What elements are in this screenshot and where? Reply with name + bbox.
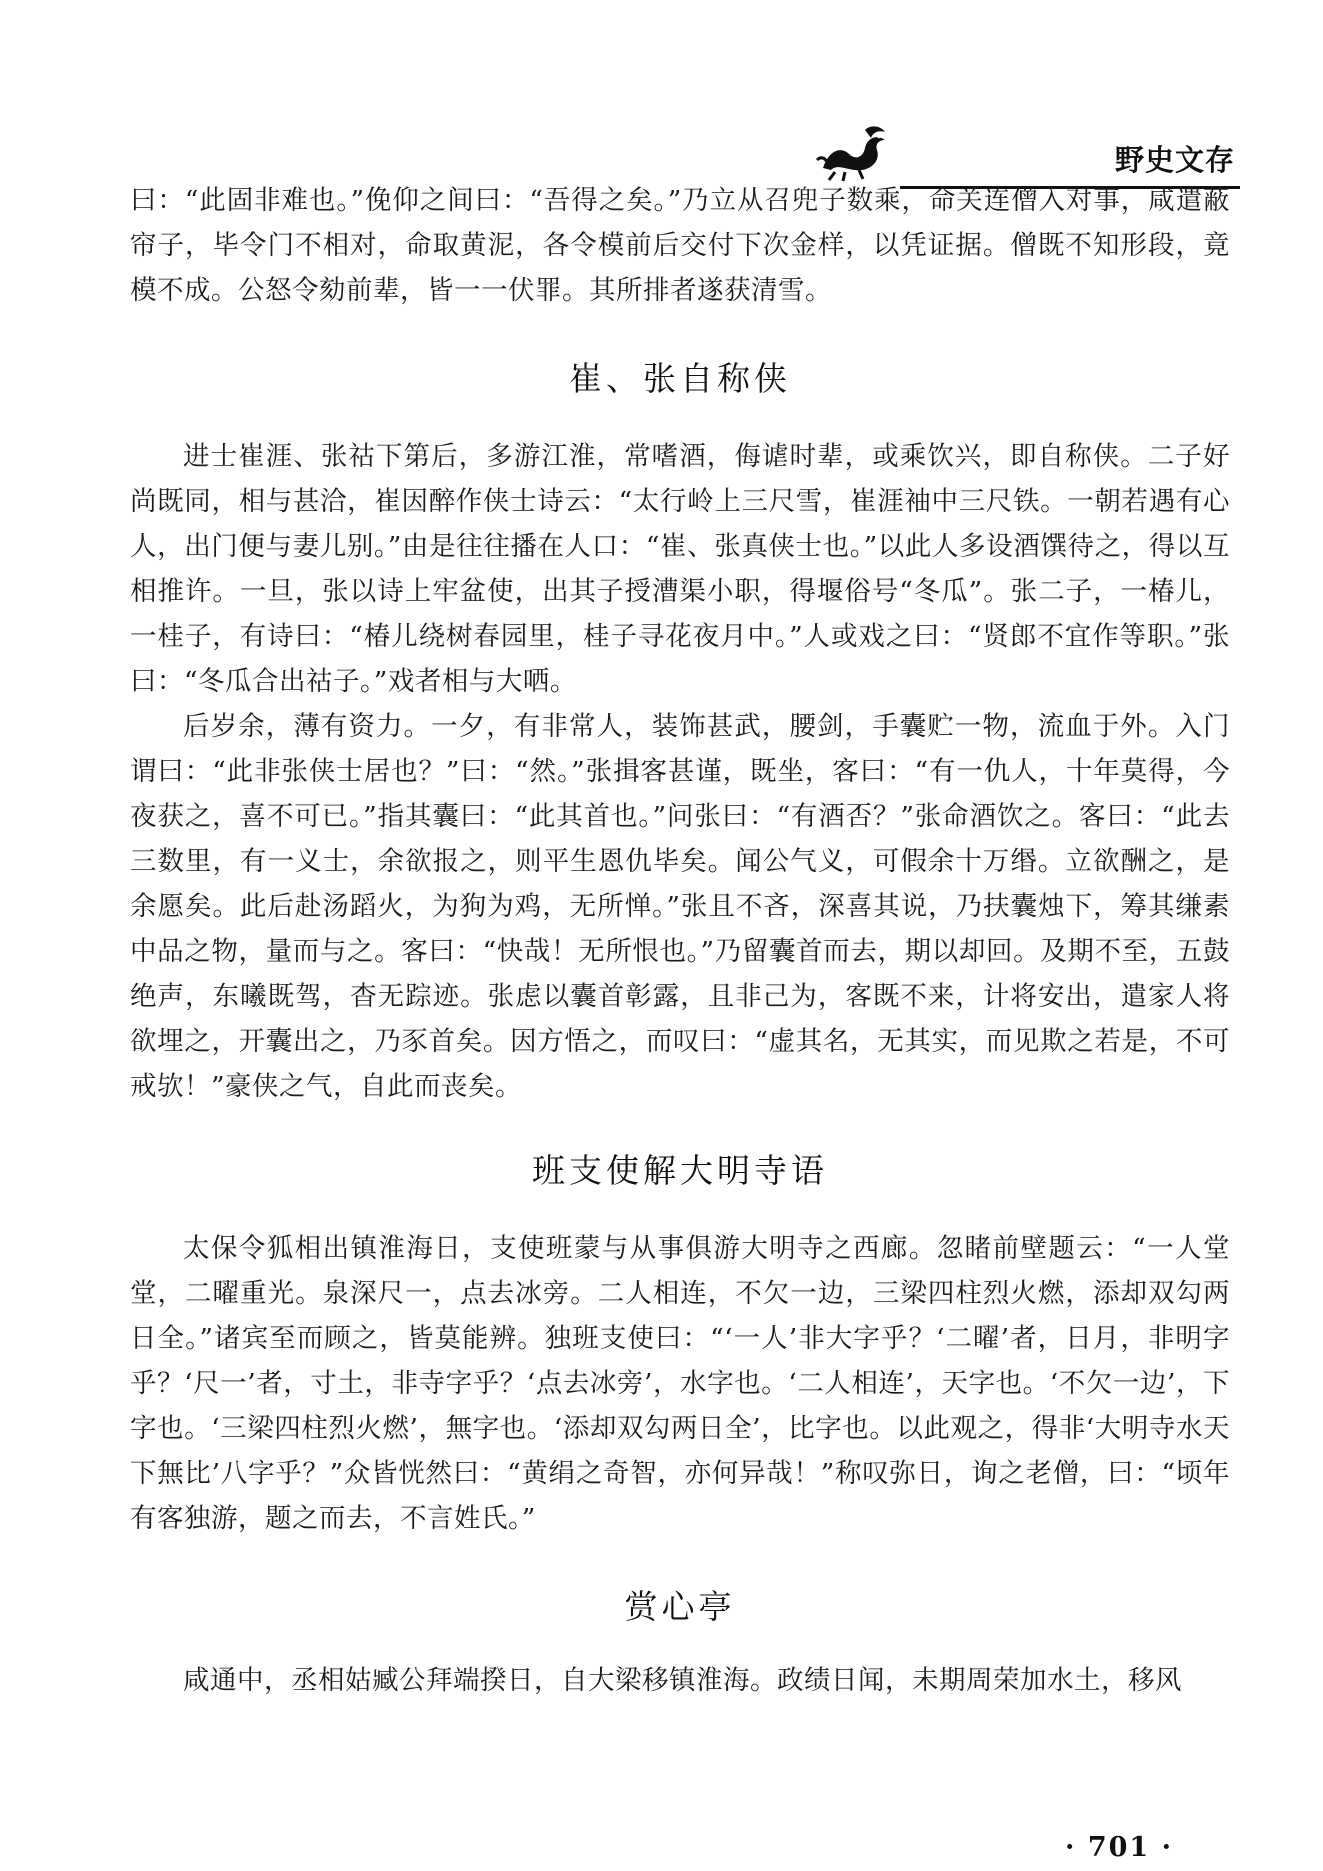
section-title-cui-zhang: 崔、张自称侠 <box>569 359 791 398</box>
section-cui-zhang-paragraph-1: 进士崔涯、张祜下第后，多游江淮，常嗜酒，侮谑时辈，或乘饮兴，即自称侠。二子好尚既同，相与甚洽，崔因醉作侠士诗云：“太行岭上三尺雪，崔涯袖中三尺铁。一朝若遇有心人，出门便与妻儿别。”由是往往播在人口：“崔、张真侠士也。”以此人多设酒馔待之，得以互相推许。一旦，张以诗上牢盆使，出其子授漕渠小职，得堰俗号“冬瓜”。张二子，一椿儿，一桂子，有诗曰：“椿儿绕树春园里，桂子寻花夜月中。”人或戏之曰：“贤郎不宜作等职。”张曰：“冬瓜合出祜子。”戏者相与大哂。 <box>130 441 1230 697</box>
running-header-title: 野史文存 <box>1114 143 1235 177</box>
section-ban-zhishi-paragraph-1: 太保令狐相出镇淮海日，支使班蒙与从事俱游大明寺之西廊。忽睹前壁题云：“一人堂堂，二曜重光。泉深尺一，点去冰旁。二人相连，不欠一边，三梁四柱烈火燃，添却双勾两日全。”诸宾至而顾之，皆莫能辨。独班支使曰：“‘一人’非大字乎？‘二曜’者，日月，非明字乎？‘尺一’者，寸土，非寺字乎？‘点去冰旁’，水字也。‘二人相连’，天字也。‘不欠一边’，下字也。‘三梁四柱烈火燃’，無字也。‘添却双勾两日全’，比字也。以此观之，得非‘大明寺水天下無比’八字乎？”众皆恍然曰：“黄绢之奇智，亦何异哉！”称叹弥日，询之老僧，曰：“顷年有客独游，题之而去，不言姓氏。” <box>130 1233 1230 1534</box>
page-number: · 701 · <box>1065 1832 1173 1863</box>
section-title-ban-zhishi: 班支使解大明寺语 <box>532 1151 828 1190</box>
opening-paragraph: 曰：“此固非难也。”俛仰之间曰：“吾得之矣。”乃立从召兜子数乘，命关连僧入对事，咸遣蔽帘子，毕令门不相对，命取黄泥，各令模前后交付下次金样，以凭证据。僧既不知形段，竟模不成。公怒令劾前辈，皆一一伏罪。其所排者遂获清雪。 <box>130 185 1230 306</box>
dragon-emblem-icon <box>815 120 893 182</box>
page-body <box>130 178 1230 1703</box>
section-shangxin-ting-paragraph-1: 咸通中，丞相姑臧公拜端揆日，自大梁移镇淮海。政绩日闻，未期周荣加水土，移风 <box>183 1665 1182 1696</box>
section-title-shangxin-ting: 赏心亭 <box>624 1587 736 1626</box>
section-cui-zhang-paragraph-2: 后岁余，薄有资力。一夕，有非常人，装饰甚武，腰剑，手囊贮一物，流血于外。入门谓曰：“此非张侠士居也？”曰：“然。”张揖客甚谨，既坐，客曰：“有一仇人，十年莫得，今夜获之，喜不可已。”指其囊曰：“此其首也。”问张曰：“有酒否？”张命酒饮之。客曰：“此去三数里，有一义士，余欲报之，则平生恩仇毕矣。闻公气义，可假余十万缗。立欲酬之，是余愿矣。此后赴汤蹈火，为狗为鸡，无所惮。”张且不吝，深喜其说，乃扶囊烛下，筹其缣素中品之物，量而与之。客曰：“快哉！无所恨也。”乃留囊首而去，期以却回。及期不至，五鼓绝声，东曦既驾，杳无踪迹。张虑以囊首彰露，且非己为，客既不来，计将安出，遣家人将欲埋之，开囊出之，乃豕首矣。因方悟之，而叹曰：“虚其名，无其实，而见欺之若是，不可戒欤！”豪侠之气，自此而丧矣。 <box>130 711 1230 1102</box>
